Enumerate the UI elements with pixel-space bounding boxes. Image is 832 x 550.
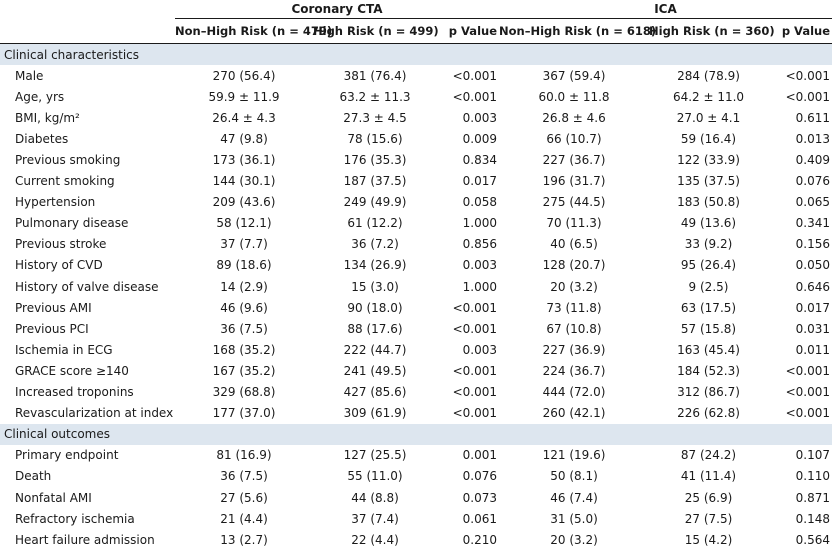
cell-ica-non-high-risk: 46 (7.4): [550, 490, 598, 505]
cell-ica-p-value: <0.001: [785, 89, 831, 104]
table-row: [0, 107, 832, 128]
row-label: Increased troponins: [15, 385, 134, 400]
cell-ica-p-value: 0.076: [795, 174, 831, 189]
cell-cta-p-value: 1.000: [462, 279, 497, 294]
row-label: GRACE score ≥140: [15, 363, 129, 378]
cell-ica-high-risk: 27 (7.5): [684, 511, 733, 526]
table-row: [0, 234, 832, 255]
table-row: [0, 466, 832, 487]
cell-cta-non-high-risk: 36 (7.5): [220, 469, 268, 484]
cell-ica-non-high-risk: 26.8 ± 4.6: [542, 110, 606, 125]
cell-ica-non-high-risk: 70 (11.3): [546, 216, 602, 231]
cell-ica-high-risk: 284 (78.9): [677, 68, 740, 83]
cell-ica-p-value: 0.409: [795, 153, 831, 168]
cell-cta-high-risk: 176 (35.3): [343, 153, 407, 168]
cell-cta-high-risk: 249 (49.9): [343, 195, 407, 210]
cell-cta-non-high-risk: 177 (37.0): [212, 406, 276, 421]
table-row: [0, 297, 832, 318]
section-header-row: [0, 424, 832, 445]
cell-cta-p-value: 0.076: [462, 469, 497, 484]
cell-cta-p-value: 0.210: [462, 532, 497, 547]
row-label: Previous smoking: [15, 153, 121, 168]
cell-cta-high-risk: 309 (61.9): [343, 406, 407, 421]
group-header-coronary-cta: Coronary CTA: [175, 0, 499, 19]
cell-ica-non-high-risk: 444 (72.0): [542, 385, 606, 400]
cell-cta-high-risk: 63.2 ± 11.3: [339, 89, 411, 104]
cell-cta-non-high-risk: 270 (56.4): [212, 68, 276, 83]
group-header-ica: ICA: [499, 0, 832, 19]
cell-cta-p-value: 0.003: [462, 110, 497, 125]
row-label: Primary endpoint: [15, 448, 119, 463]
row-label: History of valve disease: [15, 279, 159, 294]
table-row: [0, 213, 832, 234]
cell-ica-non-high-risk: 275 (44.5): [542, 195, 606, 210]
cell-ica-high-risk: 122 (33.9): [677, 153, 740, 168]
cell-ica-high-risk: 64.2 ± 11.0: [672, 89, 745, 104]
col-header-cta-p-value: p Value: [437, 19, 499, 44]
col-header-ica-non-high-risk: Non–High Risk (n = 618): [499, 19, 649, 44]
cell-ica-p-value: 0.031: [795, 321, 831, 336]
cell-cta-high-risk: 36 (7.2): [351, 237, 399, 252]
col-header-ica-p-value: p Value: [768, 19, 832, 44]
cell-ica-p-value: 0.611: [795, 110, 831, 125]
cell-cta-p-value: 0.058: [462, 195, 497, 210]
header-blank: [0, 0, 175, 19]
cell-cta-non-high-risk: 47 (9.8): [220, 131, 268, 146]
cell-ica-p-value: <0.001: [785, 406, 831, 421]
cell-ica-p-value: <0.001: [785, 68, 831, 83]
cell-cta-high-risk: 78 (15.6): [347, 131, 403, 146]
cell-ica-p-value: 0.156: [795, 237, 831, 252]
cell-cta-p-value: 0.017: [462, 174, 497, 189]
cell-ica-high-risk: 27.0 ± 4.1: [676, 110, 741, 125]
cell-ica-high-risk: 41 (11.4): [680, 469, 737, 484]
cell-cta-high-risk: 241 (49.5): [343, 363, 407, 378]
cell-ica-p-value: 0.065: [795, 195, 831, 210]
cell-ica-p-value: <0.001: [785, 363, 831, 378]
cell-ica-high-risk: 57 (15.8): [680, 321, 737, 336]
cell-cta-high-risk: 15 (3.0): [351, 279, 399, 294]
cell-ica-non-high-risk: 20 (3.2): [550, 279, 598, 294]
cell-ica-non-high-risk: 66 (10.7): [546, 131, 602, 146]
row-label: Previous stroke: [15, 237, 107, 252]
cell-cta-non-high-risk: 168 (35.2): [212, 342, 276, 357]
cell-cta-non-high-risk: 59.9 ± 11.9: [208, 89, 280, 104]
cell-cta-high-risk: 222 (44.7): [343, 342, 407, 357]
cell-cta-high-risk: 381 (76.4): [343, 68, 407, 83]
cell-cta-p-value: 0.856: [462, 237, 497, 252]
cell-ica-p-value: 0.011: [795, 342, 831, 357]
table-row: [0, 339, 832, 360]
row-label: Death: [15, 469, 52, 484]
table-row: [0, 318, 832, 339]
cell-ica-high-risk: 9 (2.5): [688, 279, 729, 294]
cell-cta-high-risk: 55 (11.0): [347, 469, 403, 484]
cell-ica-high-risk: 25 (6.9): [684, 490, 733, 505]
cell-ica-high-risk: 226 (62.8): [677, 406, 740, 421]
row-label: Heart failure admission: [15, 532, 155, 547]
cell-cta-high-risk: 88 (17.6): [347, 321, 403, 336]
cell-ica-p-value: 0.564: [795, 532, 831, 547]
row-label: Male: [15, 68, 44, 83]
row-label: Age, yrs: [15, 89, 65, 104]
table-row: [0, 65, 832, 86]
table-row: [0, 508, 832, 529]
cell-ica-high-risk: 59 (16.4): [680, 131, 737, 146]
table-body: [0, 44, 832, 550]
cell-ica-high-risk: 15 (4.2): [684, 532, 733, 547]
cell-cta-high-risk: 22 (4.4): [351, 532, 399, 547]
cell-ica-p-value: 0.341: [795, 216, 831, 231]
table-row: [0, 276, 832, 297]
cell-ica-non-high-risk: 121 (19.6): [542, 448, 606, 463]
cell-cta-p-value: 0.073: [462, 490, 497, 505]
cell-cta-non-high-risk: 26.4 ± 4.3: [212, 110, 276, 125]
cell-cta-non-high-risk: 58 (12.1): [216, 216, 272, 231]
cell-cta-high-risk: 127 (25.5): [343, 448, 407, 463]
row-label: Diabetes: [15, 131, 69, 146]
cell-cta-p-value: <0.001: [452, 385, 497, 400]
cell-ica-high-risk: 312 (86.7): [677, 385, 740, 400]
cell-ica-non-high-risk: 50 (8.1): [550, 469, 598, 484]
cell-cta-high-risk: 37 (7.4): [351, 511, 399, 526]
cell-cta-high-risk: 187 (37.5): [343, 174, 407, 189]
row-label: Ischemia in ECG: [15, 342, 113, 357]
cell-ica-p-value: 0.050: [795, 258, 831, 273]
cell-ica-non-high-risk: 224 (36.7): [542, 363, 606, 378]
cell-cta-p-value: <0.001: [452, 363, 497, 378]
row-label: Revascularization at index: [15, 406, 174, 421]
cell-ica-high-risk: 33 (9.2): [684, 237, 733, 252]
cell-cta-high-risk: 61 (12.2): [347, 216, 403, 231]
cell-ica-non-high-risk: 260 (42.1): [542, 406, 606, 421]
cell-ica-non-high-risk: 367 (59.4): [542, 68, 606, 83]
row-label: BMI, kg/m²: [15, 110, 80, 125]
col-header-ica-high-risk: High Risk (n = 360): [649, 19, 768, 44]
table-row: [0, 255, 832, 276]
cell-cta-non-high-risk: 81 (16.9): [216, 448, 272, 463]
cell-cta-non-high-risk: 209 (43.6): [212, 195, 276, 210]
section-title: Clinical characteristics: [0, 44, 832, 66]
cell-ica-non-high-risk: 227 (36.7): [542, 153, 606, 168]
cell-cta-p-value: 0.001: [462, 448, 497, 463]
cell-ica-p-value: 0.871: [795, 490, 831, 505]
section-title: Clinical outcomes: [0, 424, 832, 445]
row-label: Previous AMI: [15, 300, 92, 315]
cell-ica-high-risk: 183 (50.8): [677, 195, 740, 210]
cell-ica-p-value: 0.646: [795, 279, 831, 294]
row-label: Nonfatal AMI: [15, 490, 92, 505]
cell-ica-non-high-risk: 196 (31.7): [542, 174, 606, 189]
table-row: [0, 360, 832, 381]
table-row: [0, 192, 832, 213]
cell-cta-non-high-risk: 144 (30.1): [212, 174, 276, 189]
table-row: [0, 529, 832, 550]
cell-ica-high-risk: 163 (45.4): [677, 342, 740, 357]
cell-cta-non-high-risk: 14 (2.9): [220, 279, 268, 294]
table-row: [0, 128, 832, 149]
cell-ica-non-high-risk: 73 (11.8): [546, 300, 602, 315]
table-row: [0, 171, 832, 192]
cell-ica-p-value: 0.013: [795, 131, 831, 146]
row-label: Previous PCI: [15, 321, 89, 336]
cell-ica-high-risk: 95 (26.4): [680, 258, 737, 273]
cell-ica-p-value: 0.148: [795, 511, 831, 526]
row-label: Hypertension: [15, 195, 96, 210]
cell-ica-non-high-risk: 31 (5.0): [550, 511, 598, 526]
cell-cta-non-high-risk: 37 (7.7): [220, 237, 268, 252]
col-header-cta-non-high-risk: Non–High Risk (n = 479): [175, 19, 313, 44]
table-row: [0, 382, 832, 403]
cell-cta-p-value: 0.003: [462, 342, 497, 357]
table-row: [0, 86, 832, 107]
row-label: History of CVD: [15, 258, 103, 273]
cell-cta-p-value: 0.834: [462, 153, 497, 168]
cell-cta-non-high-risk: 46 (9.6): [220, 300, 268, 315]
cell-ica-non-high-risk: 67 (10.8): [546, 321, 602, 336]
cell-cta-p-value: <0.001: [452, 406, 497, 421]
cell-ica-non-high-risk: 227 (36.9): [542, 342, 606, 357]
cell-cta-non-high-risk: 21 (4.4): [220, 511, 268, 526]
cell-ica-non-high-risk: 60.0 ± 11.8: [538, 89, 610, 104]
cell-ica-p-value: 0.107: [795, 448, 831, 463]
cell-cta-p-value: <0.001: [452, 89, 497, 104]
cell-ica-high-risk: 63 (17.5): [680, 300, 737, 315]
row-label: Refractory ischemia: [15, 511, 135, 526]
section-header-row: [0, 44, 832, 66]
cell-ica-non-high-risk: 128 (20.7): [542, 258, 606, 273]
table-row: [0, 445, 832, 466]
cell-cta-p-value: 0.061: [462, 511, 497, 526]
cell-cta-high-risk: 44 (8.8): [351, 490, 399, 505]
cell-ica-high-risk: 87 (24.2): [680, 448, 737, 463]
cell-cta-p-value: <0.001: [452, 321, 497, 336]
cell-ica-p-value: 0.017: [795, 300, 831, 315]
cell-cta-non-high-risk: 329 (68.8): [212, 385, 276, 400]
cell-cta-non-high-risk: 167 (35.2): [212, 363, 276, 378]
cell-cta-p-value: <0.001: [452, 68, 497, 83]
cell-ica-high-risk: 49 (13.6): [680, 216, 737, 231]
cell-ica-high-risk: 184 (52.3): [677, 363, 740, 378]
col-header-cta-high-risk: High Risk (n = 499): [313, 19, 437, 44]
cell-cta-p-value: <0.001: [452, 300, 497, 315]
row-label: Pulmonary disease: [15, 216, 129, 231]
cell-cta-non-high-risk: 13 (2.7): [220, 532, 268, 547]
cell-cta-high-risk: 90 (18.0): [347, 300, 403, 315]
table-row: [0, 403, 832, 424]
table-header: [0, 0, 832, 44]
cell-ica-p-value: <0.001: [785, 385, 831, 400]
cell-cta-high-risk: 27.3 ± 4.5: [343, 110, 407, 125]
cell-ica-non-high-risk: 40 (6.5): [550, 237, 598, 252]
row-label: Current smoking: [15, 174, 115, 189]
cell-ica-high-risk: 135 (37.5): [677, 174, 740, 189]
table-row: [0, 487, 832, 508]
cell-cta-p-value: 0.009: [462, 131, 497, 146]
cell-cta-high-risk: 427 (85.6): [343, 385, 407, 400]
table-row: [0, 149, 832, 170]
header-label-blank: [0, 19, 175, 44]
cell-cta-non-high-risk: 173 (36.1): [212, 153, 276, 168]
cell-cta-high-risk: 134 (26.9): [343, 258, 407, 273]
cell-cta-non-high-risk: 36 (7.5): [220, 321, 268, 336]
cell-cta-p-value: 0.003: [462, 258, 497, 273]
cell-cta-non-high-risk: 27 (5.6): [220, 490, 268, 505]
cell-cta-non-high-risk: 89 (18.6): [216, 258, 272, 273]
cell-ica-p-value: 0.110: [795, 469, 831, 484]
cell-ica-non-high-risk: 20 (3.2): [550, 532, 598, 547]
cell-cta-p-value: 1.000: [462, 216, 497, 231]
